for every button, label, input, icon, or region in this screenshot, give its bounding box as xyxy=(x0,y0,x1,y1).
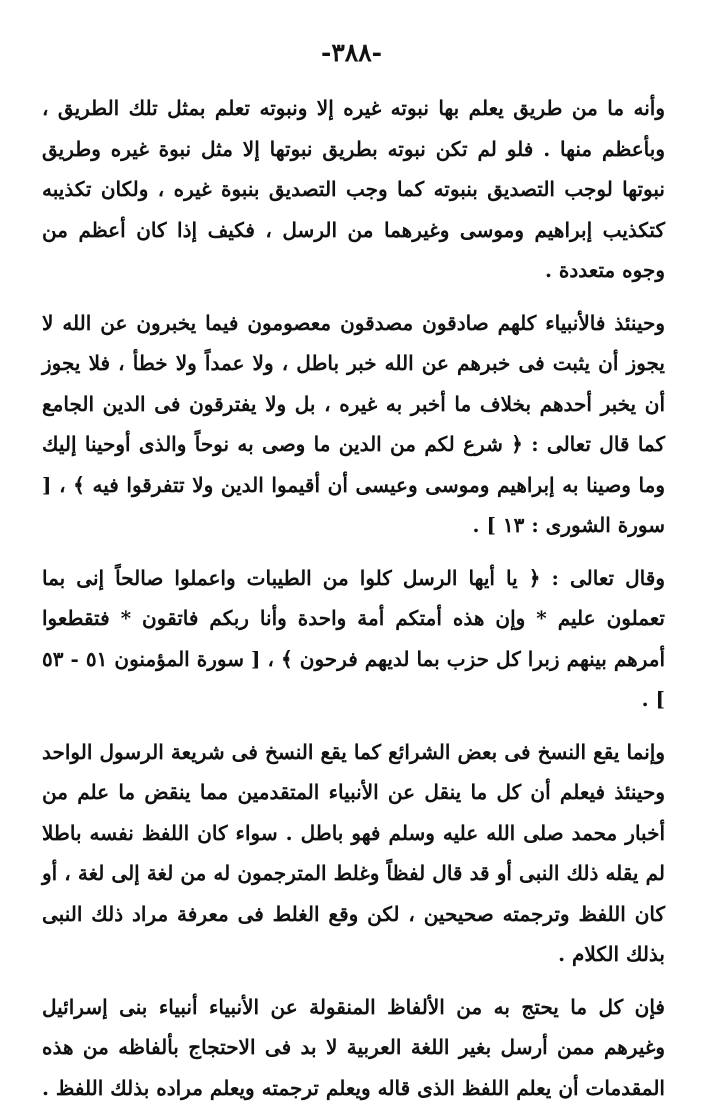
paragraph-5: فإن كل ما يحتج به من الألفاظ المنقولة عن الأنبياء أنبياء بنى إسرائيل وغيرهم ممن أرسل بغير اللغة العربية لا بد فى الاحتجاج بألفاظه من هذه المقدمات أن يعلم اللفظ الذى قاله ويعلم ترجمته ويعلم مراده بذلك اللفظ . xyxy=(42,987,665,1108)
paragraph-2: وحينئذ فالأنبياء كلهم صادقون مصدقون معصومون فيما يخبرون عن الله لا يجوز أن يثبت فى خبرهم عن الله خبر باطل ، ولا عمداً ولا خطأ ، فلا يجوز أن يخبر أحدهم بخلاف ما أخبر به غيره ، بل ولا يفترقون فى الدين الجامع كما قال تعالى : ﴿ شرع لكم من الدين ما وصى به نوحاً والذى أوحينا إليك وما وصينا به إبراهيم وموسى وعيسى أن أقيموا الدين ولا تتفرقوا فيه ﴾ ، [ سورة الشورى : ١٣ ] . xyxy=(42,303,665,546)
page-number: -٣٨٨- xyxy=(0,38,703,68)
body-text xyxy=(42,88,665,1108)
paragraph-4: وإنما يقع النسخ فى بعض الشرائع كما يقع النسخ فى شريعة الرسول الواحد وحينئذ فيعلم أن كل ما ينقل عن الأنبياء المتقدمين مما ينقض ما علم من أخبار محمد صلى الله عليه وسلم فهو باطل . سواء كان اللفظ نفسه باطلا لم يقله ذلك النبى أو قد قال لفظاً وغلط المترجمون له من لغة إلى لغة ، أو كان اللفظ وترجمته صحيحين ، لكن وقع الغلط فى معرفة مراد ذلك النبى بذلك الكلام . xyxy=(42,732,665,975)
paragraph-1: وأنه ما من طريق يعلم بها نبوته غيره إلا ونبوته تعلم بمثل تلك الطريق ، وبأعظم منها . فلو لم تكن نبوته بطريق نبوتها إلا مثل نبوة غيره وطريق نبوتها لوجب التصديق بنبوته كما وجب التصديق بنبوة غيره ، ولكان تكذيبه كتكذيب إبراهيم وموسى وغيرهما من الرسل ، فكيف إذا كان أعظم من وجوه متعددة . xyxy=(42,88,665,291)
paragraph-3: وقال تعالى : ﴿ يا أيها الرسل كلوا من الطيبات واعملوا صالحاً إنى بما تعملون عليم * وإن هذه أمتكم أمة واحدة وأنا ربكم فاتقون * فتقطعوا أمرهم بينهم زبرا كل حزب بما لديهم فرحون ﴾ ، [ سورة المؤمنون ٥١ - ٥٣ ] . xyxy=(42,558,665,720)
